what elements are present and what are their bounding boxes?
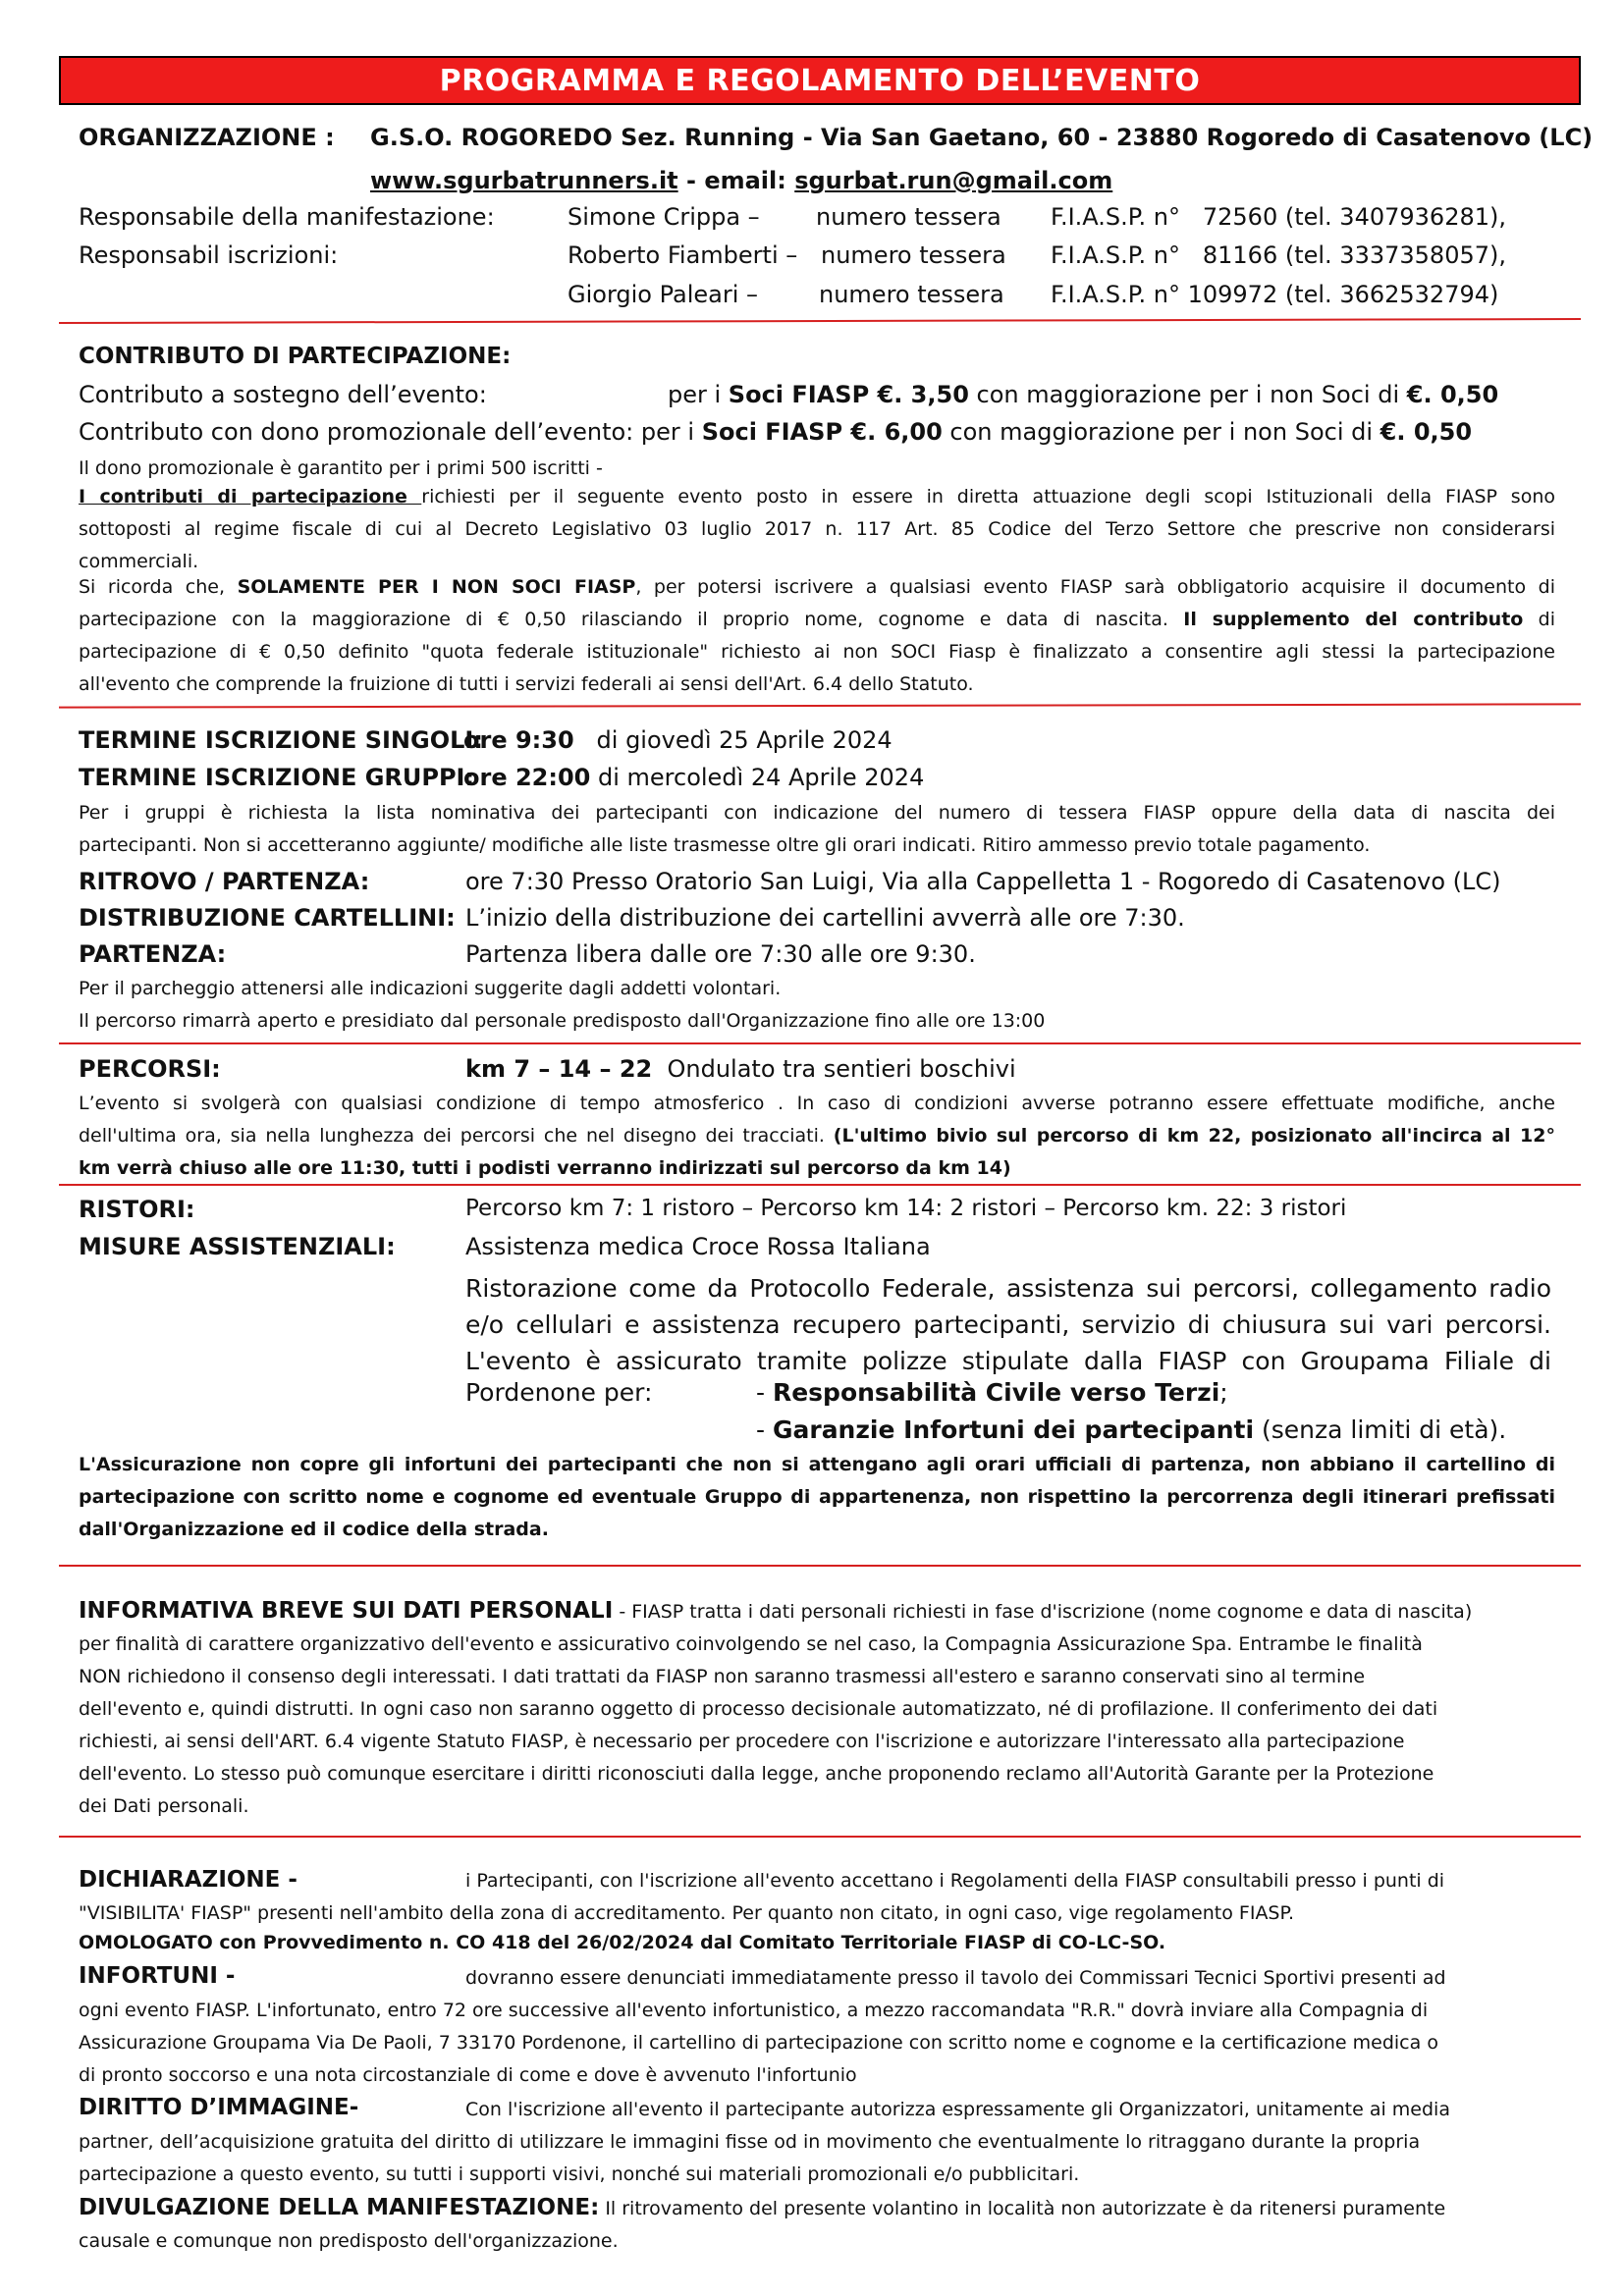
infortuni-line: Assicurazione Groupama Via De Paoli, 7 33170 Pordenone, il cartellino di partecipazione con scritto nome e cognome e la certificazione medica o <box>79 2032 1438 2054</box>
singoli-value: ore 9:30 di giovedì 25 Aprile 2024 <box>463 726 893 754</box>
ritrovo-label: RITROVO / PARTENZA: <box>79 868 370 895</box>
dichiarazione-label: DICHIARAZIONE - <box>79 1867 298 1893</box>
misure-pordenone: Pordenone per: <box>465 1378 653 1407</box>
parcheggio-note: Per il parcheggio attenersi alle indicazioni suggerite dagli addetti volontari. <box>79 978 782 999</box>
contributo-row1-label: Contributo a sostegno dell’evento: <box>79 381 487 408</box>
gruppi-label: TERMINE ISCRIZIONE GRUPPI: <box>79 764 475 791</box>
privacy-paragraph: INFORMATIVA BREVE SUI DATI PERSONALI - FIASP tratta i dati personali richiesti in fase d'iscrizione (nome cognome e data di nascita) per finalità di carattere organizzativo dell'evento e assicurativo coinvolgendo se nel caso, la Compagnia Assicurazione Spa. Entrambe le finalità NON richiedono il consenso degli interessati. I dati trattati da FIASP non saranno trasmessi all'estero e saranno conservati sino al termine dell'evento e, quindi distrutti. In ogni caso non saranno oggetto di processo decisionale automatizzato, né di profilazione. Il conferimento dei dati richiesti, ai sensi dell'ART. 6.4 vigente Statuto FIASP, è necessario per procedere con l'iscrizione e autorizzare l'interessato alla partecipazione dell'evento. Lo stesso può comunque esercitare i diritti riconosciuti dalla legge, anche proponendo reclamo all'Autorità Garante per la Protezione dei Dati personali. <box>79 1598 1473 1817</box>
section-divider <box>59 1836 1581 1838</box>
ritrovo-value: ore 7:30 Presso Oratorio San Luigi, Via alla Cappelletta 1 - Rogoredo di Casatenovo (LC) <box>465 868 1501 895</box>
percorsi-value: km 7 – 14 – 22 Ondulato tra sentieri boschivi <box>465 1055 1016 1083</box>
person-fiasp: F.I.A.S.P. n° 109972 (tel. 3662532794) <box>1051 281 1499 308</box>
person-name: Simone Crippa – <box>568 203 760 231</box>
person-name: Roberto Fiamberti – <box>568 241 798 269</box>
website-link[interactable]: www.sgurbatrunners.it <box>370 167 678 194</box>
ristori-value: Percorso km 7: 1 ristoro – Percorso km 14: 2 ristori – Percorso km. 22: 3 ristori <box>465 1196 1347 1221</box>
diritto-line: partecipazione a questo evento, su tutti i supporti visivi, nonché sui materiali promozionali e/o pubblicitari. <box>79 2163 1080 2185</box>
gruppi-note: Per i gruppi è richiesta la lista nominativa dei partecipanti con indicazione del numero di tessera FIASP oppure della data di nascita dei partecipanti. Non si accetteranno aggiunte/ modifiche alle liste trasmesse oltre gli orari indicati. Ritiro ammesso previo totale pagamento. <box>79 802 1555 856</box>
diritto-line: Con l'iscrizione all'evento il partecipante autorizza espressamente gli Organizzatori, unitamente ai media <box>465 2099 1450 2120</box>
partenza-label: PARTENZA: <box>79 940 227 968</box>
person-tessera: numero tessera <box>821 241 1006 269</box>
dono-note: Il dono promozionale è garantito per i primi 500 iscritti - <box>79 457 603 479</box>
contributo-row2: Contributo con dono promozionale dell’evento: per i Soci FIASP €. 6,00 con maggiorazione per i non Soci di €. 0,50 <box>79 418 1473 446</box>
person-name: Giorgio Paleari – <box>568 281 759 308</box>
distribuzione-value: L’inizio della distribuzione dei cartellini avverrà alle ore 7:30. <box>465 904 1185 932</box>
misure-label: MISURE ASSISTENZIALI: <box>79 1233 396 1260</box>
divulgazione-line: causale e comunque non predisposto dell'organizzazione. <box>79 2230 619 2252</box>
section-divider <box>59 703 1581 708</box>
person-fiasp: F.I.A.S.P. n° 72560 (tel. 3407936281), <box>1051 203 1506 231</box>
contributo-heading: CONTRIBUTO DI PARTECIPAZIONE: <box>79 344 512 369</box>
person-tessera: numero tessera <box>819 281 1004 308</box>
org-name: G.S.O. ROGOREDO Sez. Running - Via San Gaetano, 60 - 23880 Rogoredo di Casatenovo (LC) <box>370 124 1594 151</box>
percorsi-paragraph: L’evento si svolgerà con qualsiasi condizione di tempo atmosferico . In caso di condizioni avverse potranno essere effettuate modifiche, anche dell'ultima ora, sia nella lunghezza dei percorsi che nel disegno dei tracciati. (L'ultimo bivio sul percorso di km 22, posizionato all'incirca al 12° km verrà chiuso alle ore 11:30, tutti i podisti verranno indirizzati sul percorso da km 14) <box>79 1093 1555 1179</box>
diritto-line: partner, dell’acquisizione gratuita del diritto di utilizzare le immagini fisse od in movimento che eventualmente lo ritraggano durante la propria <box>79 2131 1421 2153</box>
resp-iscr-label: Responsabil iscrizioni: <box>79 241 339 269</box>
resp-label: Responsabile della manifestazione: <box>79 203 495 231</box>
infortuni-label: INFORTUNI - <box>79 1963 236 1989</box>
dichiarazione-line: "VISIBILITA' FIASP" presenti nell'ambito della zona di accreditamento. Per quanto non citato, in ogni caso, vige regolamento FIASP. <box>79 1902 1295 1924</box>
section-divider <box>59 318 1581 324</box>
section-divider <box>59 1042 1581 1044</box>
misure-paragraph: Ristorazione come da Protocollo Federale, assistenza sui percorsi, collegamento radio e/o cellulari e assistenza recupero partecipanti, servizio di chiusura sui vari percorsi. L'evento è assicurato tramite polizze stipulate dalla FIASP con Groupama Filiale di <box>465 1274 1551 1375</box>
divulgazione-label: DIVULGAZIONE DELLA MANIFESTAZIONE <box>79 2195 591 2220</box>
contributo-paragraph-2: Si ricorda che, SOLAMENTE PER I NON SOCI FIASP, per potersi iscrivere a qualsiasi evento FIASP sarà obbligatorio acquisire il documento di partecipazione con la maggiorazione di € 0,50 rilasciando il proprio nome, cognome e data di nascita. Il supplemento del contributo di partecipazione di € 0,50 definito "quota federale istituzionale" richiesto ai non SOCI Fiasp è finalizzato a consentire agli stessi la partecipazione all'evento che comprende la fruizione di tutti i servizi federali ai sensi dell'Art. 6.4 dello Statuto. <box>79 576 1556 695</box>
omologato-line: OMOLOGATO con Provvedimento n. CO 418 del 26/02/2024 dal Comitato Territoriale FIASP di CO-LC-SO. <box>79 1932 1166 1953</box>
misure-infortuni: - Garanzie Infortuni dei partecipanti (senza limiti di età). <box>756 1415 1507 1444</box>
email-link[interactable]: sgurbat.run@gmail.com <box>794 167 1113 194</box>
contributo-paragraph-1: I contributi di partecipazione richiesti per il seguente evento posto in essere in diretta attuazione degli scopi Istituzionali della FIASP sono sottoposti al regime fiscale di cui al Decreto Legislativo 03 luglio 2017 n. 117 Art. 85 Codice del Terzo Settore che prescrive non considerarsi commerciali. <box>79 486 1556 572</box>
distribuzione-label: DISTRIBUZIONE CARTELLINI: <box>79 904 456 932</box>
dichiarazione-line: i Partecipanti, con l'iscrizione all'evento accettano i Regolamenti della FIASP consultabili presso i punti di <box>465 1870 1445 1892</box>
title-banner <box>59 56 1581 105</box>
singoli-label: TERMINE ISCRIZIONE SINGOLI: <box>79 726 483 754</box>
infortuni-line: dovranno essere denunciati immediatamente presso il tavolo dei Commissari Tecnici Sportivi presenti ad <box>465 1967 1446 1989</box>
person-tessera: numero tessera <box>816 203 1001 231</box>
section-divider <box>59 1565 1581 1567</box>
email-prefix: - email: <box>677 167 795 194</box>
percorso-aperto-note: Il percorso rimarrà aperto e presidiato dal personale predisposto dall'Organizzazione fino alle ore 13:00 <box>79 1010 1046 1032</box>
percorsi-label: PERCORSI: <box>79 1055 221 1083</box>
partenza-value: Partenza libera dalle ore 7:30 alle ore 9:30. <box>465 940 976 968</box>
infortuni-line: ogni evento FIASP. L'infortunato, entro 72 ore successive all'evento infortunistico, a mezzo raccomandata "R.R." dovrà inviare alla Compagnia di <box>79 2000 1429 2021</box>
diritto-label: DIRITTO D’IMMAGINE- <box>79 2095 359 2120</box>
org-contacts <box>370 167 1112 194</box>
section-divider <box>59 1184 1581 1186</box>
assicurazione-paragraph: L'Assicurazione non copre gli infortuni dei partecipanti che non si attengano agli orari ufficiali di partenza, non abbiano il cartellino di partecipazione con scritto nome e cognome ed eventuale Gruppo di appartenenza, non rispettino la percorrenza degli itinerari prefissati dall'Organizzazione ed il codice della strada. <box>79 1454 1555 1540</box>
ristori-label: RISTORI: <box>79 1196 195 1223</box>
page-title: PROGRAMMA E REGOLAMENTO DELL’EVENTO <box>439 64 1201 98</box>
misure-rc: - Responsabilità Civile verso Terzi; <box>756 1378 1228 1407</box>
privacy-heading: INFORMATIVA BREVE SUI DATI PERSONALI <box>79 1598 614 1624</box>
infortuni-line: di pronto soccorso e una nota circostanziale di come e dove è avvenuto l'infortunio <box>79 2064 857 2086</box>
gruppi-value: ore 22:00 di mercoledì 24 Aprile 2024 <box>463 764 925 791</box>
person-fiasp: F.I.A.S.P. n° 81166 (tel. 3337358057), <box>1051 241 1506 269</box>
misure-line: Assistenza medica Croce Rossa Italiana <box>465 1233 931 1260</box>
contributo-row1-value: per i Soci FIASP €. 3,50 con maggiorazione per i non Soci di €. 0,50 <box>668 381 1499 408</box>
divulgazione-line: DIVULGAZIONE DELLA MANIFESTAZIONE: Il ritrovamento del presente volantino in località non autorizzate è da ritenersi puramente <box>79 2195 1446 2220</box>
org-label: ORGANIZZAZIONE : <box>79 124 335 151</box>
